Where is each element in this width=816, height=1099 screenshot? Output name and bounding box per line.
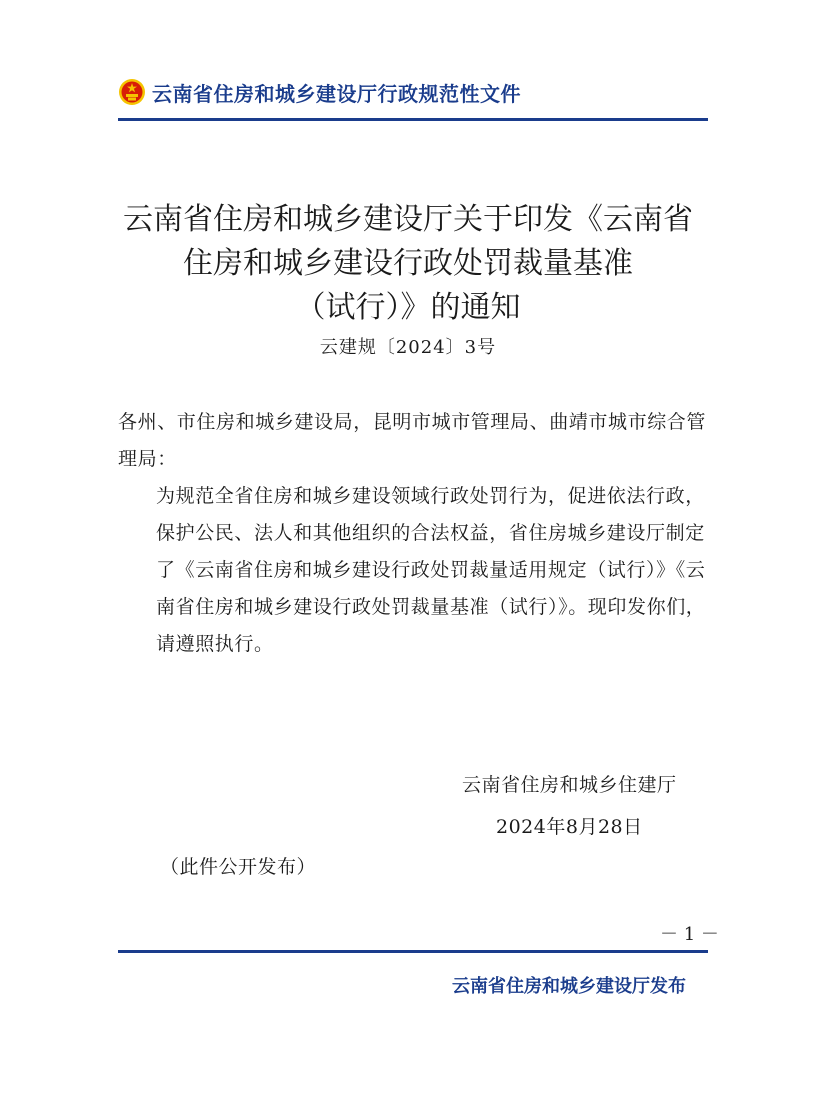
header-divider bbox=[118, 118, 708, 121]
document-header bbox=[118, 74, 521, 110]
national-emblem-icon bbox=[118, 78, 146, 106]
signature-date: 2024年8月28日 bbox=[496, 816, 643, 838]
document-title bbox=[100, 198, 716, 330]
title-line: （试行）》的通知 bbox=[295, 290, 521, 325]
publish-note: （此件公开发布） bbox=[160, 856, 317, 878]
body-paragraph bbox=[118, 478, 710, 663]
document-number: 云建规〔2024〕3号 bbox=[319, 337, 497, 358]
signature-organization: 云南省住房和城乡住建厅 bbox=[462, 774, 677, 796]
page-number: － 1 － bbox=[660, 924, 719, 945]
title-line: 住房和城乡建设行政处罚裁量基准 bbox=[183, 246, 633, 281]
header-title: 云南省住房和城乡建设厅行政规范性文件 bbox=[152, 81, 521, 106]
addressee: 各州、市住房和城乡建设局，昆明市城市管理局、曲靖市城市综合管理局： bbox=[118, 411, 707, 470]
body-text: 为规范全省住房和城乡建设领域行政处罚行为，促进依法行政，保护公民、法人和其他组织的合法权益，省住房城乡建设厅制定了《云南省住房和城乡建设行政处罚裁量适用规定（试行）》《云南省住房和城乡建设行政处罚裁量基准（试行）》。现印发你们，请遵照执行。 bbox=[156, 485, 706, 655]
title-line: 云南省住房和城乡建设厅关于印发《云南省 bbox=[123, 202, 693, 237]
footer-publisher: 云南省住房和城乡建设厅发布 bbox=[452, 976, 686, 997]
footer-divider bbox=[118, 950, 708, 953]
